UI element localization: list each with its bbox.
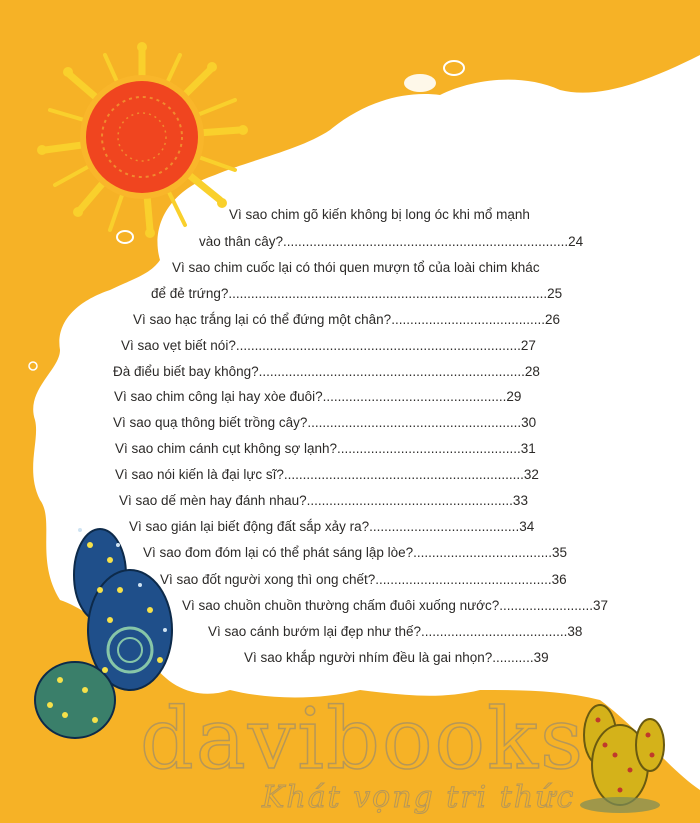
toc-entry[interactable]: Vì sao chim cuốc lại có thói quen mượn tổ của loài chim khác	[172, 260, 540, 275]
cloud-puff	[195, 224, 205, 232]
toc-entry[interactable]: Vì sao đom đóm lại có thể phát sáng lập lòe?.....................................35	[143, 545, 567, 560]
toc-entry[interactable]: Vì sao khắp người nhím đều là gai nhọn?...........39	[244, 650, 549, 665]
toc-entry[interactable]: Vì sao gián lại biết động đất sắp xảy ra?........................................34	[129, 519, 535, 534]
toc-entry[interactable]: vào thân cây?............................................................................24	[199, 234, 584, 249]
toc-entry[interactable]: Đà điểu biết bay không?.......................................................................28	[113, 364, 540, 379]
toc-entry[interactable]: Vì sao dế mèn hay đánh nhau?.......................................................33	[119, 493, 528, 508]
toc-entry[interactable]: Vì sao vẹt biết nói?............................................................................27	[121, 338, 536, 353]
watermark-tagline: Khát vọng tri thức	[262, 780, 576, 815]
toc-entry[interactable]: Vì sao nói kiến là đại lực sĩ?................................................................32	[115, 467, 539, 482]
toc-entry[interactable]: Vì sao chim gõ kiến không bị long óc khi mổ mạnh	[229, 207, 530, 222]
toc-entry[interactable]: Vì sao cánh bướm lại đẹp như thế?.......................................38	[208, 624, 583, 639]
toc-entry[interactable]: Vì sao quạ thông biết trồng cây?.........................................................30	[113, 415, 537, 430]
cloud-puff	[404, 74, 436, 92]
toc-entry[interactable]: Vì sao đốt người xong thì ong chết?...............................................36	[160, 572, 567, 587]
watermark-brand: davibooks	[140, 690, 586, 788]
toc-entry[interactable]: Vì sao chim cánh cụt không sợ lạnh?.................................................31	[115, 441, 536, 456]
toc-entry[interactable]: Vì sao chuồn chuồn thường chấm đuôi xuống nước?.........................37	[182, 598, 609, 613]
toc-entry[interactable]: Vì sao chim công lại hay xòe đuôi?.................................................29	[114, 389, 522, 404]
toc-entry[interactable]: Vì sao hạc trắng lại có thể đứng một chân?.........................................26	[133, 312, 560, 327]
toc-entry[interactable]: để đẻ trứng?.....................................................................................25	[151, 286, 563, 301]
